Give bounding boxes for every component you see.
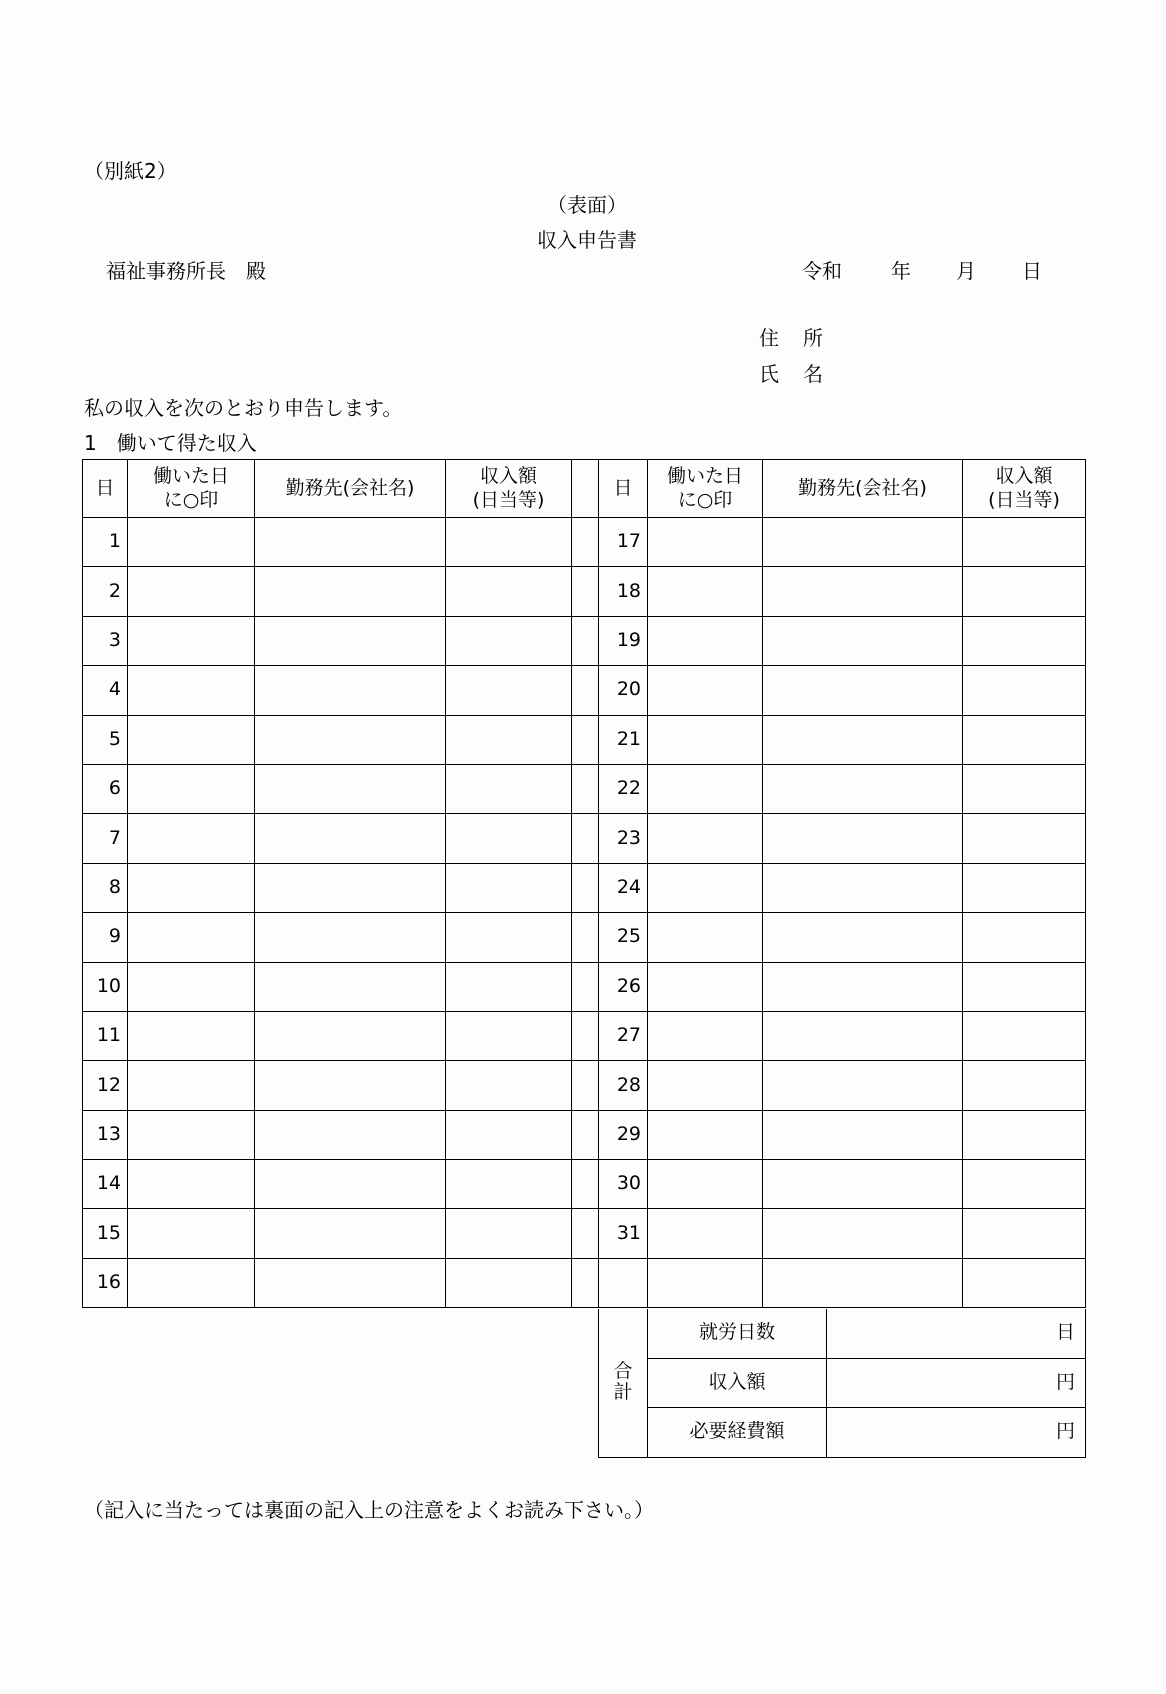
income-cell[interactable] <box>446 616 572 665</box>
section-1-heading: 1 働いて得た収入 <box>84 431 257 455</box>
table-row <box>83 1258 1086 1307</box>
day-number: 22 <box>599 764 648 813</box>
table-row <box>83 1209 1086 1258</box>
employer-cell[interactable] <box>255 764 446 813</box>
worked-mark-cell[interactable] <box>128 913 255 962</box>
income-cell[interactable] <box>446 1160 572 1209</box>
employer-cell[interactable] <box>255 863 446 912</box>
worked-mark-cell[interactable] <box>648 764 763 813</box>
income-cell[interactable] <box>446 1061 572 1110</box>
table-row <box>83 518 1086 567</box>
day-number: 3 <box>83 616 128 665</box>
worked-mark-cell[interactable] <box>648 913 763 962</box>
header-worked-line2: に○印 <box>677 488 733 511</box>
summary-row-label: 就労日数 <box>648 1309 827 1358</box>
employer-cell[interactable] <box>763 715 963 764</box>
day-number: 15 <box>83 1209 128 1258</box>
day-number: 17 <box>599 518 648 567</box>
day-number: 21 <box>599 715 648 764</box>
employer-cell[interactable] <box>255 666 446 715</box>
header-income-line1: 収入額 <box>995 464 1053 487</box>
income-cell[interactable] <box>963 913 1086 962</box>
spacer-cell <box>572 814 599 863</box>
header-day-right: 日 <box>599 460 648 518</box>
day-number: 30 <box>599 1160 648 1209</box>
income-cell[interactable] <box>446 715 572 764</box>
table-row <box>83 962 1086 1011</box>
spacer-cell <box>572 1258 599 1307</box>
day-number: 18 <box>599 567 648 616</box>
employer-cell[interactable] <box>763 1061 963 1110</box>
employer-cell[interactable] <box>763 1258 963 1307</box>
day-number: 9 <box>83 913 128 962</box>
table-row <box>83 567 1086 616</box>
summary-label-text: 合計 <box>613 1359 633 1403</box>
header-worked-line1: 働いた日 <box>152 464 229 487</box>
day-number: 26 <box>599 962 648 1011</box>
employer-cell[interactable] <box>255 913 446 962</box>
spacer-cell <box>572 913 599 962</box>
table-row <box>83 764 1086 813</box>
income-cell[interactable] <box>446 962 572 1011</box>
worked-mark-cell[interactable] <box>648 1061 763 1110</box>
employer-cell[interactable] <box>255 518 446 567</box>
day-number: 13 <box>83 1110 128 1159</box>
employer-cell[interactable] <box>255 1258 446 1307</box>
income-cell[interactable] <box>963 1110 1086 1159</box>
worked-mark-cell[interactable] <box>648 567 763 616</box>
expenses-total-field[interactable]: 円 <box>827 1408 1086 1458</box>
header-employer-right: 勤務先(会社名) <box>763 460 963 518</box>
summary-row-label: 必要経費額 <box>648 1408 827 1458</box>
employer-cell[interactable] <box>763 1011 963 1060</box>
day-number: 2 <box>83 567 128 616</box>
summary-row <box>599 1358 1086 1408</box>
income-cell[interactable] <box>963 616 1086 665</box>
worked-mark-cell[interactable] <box>648 814 763 863</box>
summary-row <box>599 1309 1086 1358</box>
header-income-right <box>963 460 1086 518</box>
worked-mark-cell[interactable] <box>128 1209 255 1258</box>
day-number: 4 <box>83 666 128 715</box>
worked-mark-cell[interactable] <box>128 1061 255 1110</box>
income-cell[interactable] <box>963 567 1086 616</box>
employer-cell[interactable] <box>255 616 446 665</box>
employer-cell[interactable] <box>255 814 446 863</box>
worked-mark-cell[interactable] <box>128 715 255 764</box>
income-cell[interactable] <box>963 1061 1086 1110</box>
table-row <box>83 616 1086 665</box>
employer-cell[interactable] <box>763 518 963 567</box>
worked-mark-cell[interactable] <box>128 1258 255 1307</box>
employer-cell[interactable] <box>255 1160 446 1209</box>
income-table <box>82 459 1086 1308</box>
worked-mark-cell[interactable] <box>648 616 763 665</box>
day-number: 31 <box>599 1209 648 1258</box>
day-number: 16 <box>83 1258 128 1307</box>
day-number: 25 <box>599 913 648 962</box>
spacer-cell <box>572 567 599 616</box>
name-label-a: 氏 <box>759 362 779 386</box>
worked-mark-cell[interactable] <box>128 518 255 567</box>
income-cell[interactable] <box>963 1258 1086 1307</box>
footer-note: （記入に当たっては裏面の記入上の注意をよくお読み下さい。） <box>84 1498 654 1522</box>
worked-mark-cell[interactable] <box>648 1160 763 1209</box>
day-number: 1 <box>83 518 128 567</box>
day-number: 6 <box>83 764 128 813</box>
employer-cell[interactable] <box>763 1209 963 1258</box>
attachment-label: （別紙2） <box>84 159 177 183</box>
date-year: 年 <box>891 259 911 283</box>
worked-mark-cell[interactable] <box>648 863 763 912</box>
spacer-cell <box>572 1061 599 1110</box>
worked-mark-cell[interactable] <box>648 1258 763 1307</box>
worked-mark-cell[interactable] <box>128 616 255 665</box>
table-row <box>83 1160 1086 1209</box>
income-cell[interactable] <box>446 1110 572 1159</box>
table-row <box>83 863 1086 912</box>
employer-cell[interactable] <box>255 1061 446 1110</box>
employer-cell[interactable] <box>255 962 446 1011</box>
spacer-cell <box>572 460 599 518</box>
spacer-cell <box>572 1011 599 1060</box>
day-number <box>599 1258 648 1307</box>
day-number: 19 <box>599 616 648 665</box>
income-cell[interactable] <box>446 1011 572 1060</box>
income-cell[interactable] <box>963 1209 1086 1258</box>
day-number: 5 <box>83 715 128 764</box>
summary-label <box>599 1309 648 1457</box>
worked-mark-cell[interactable] <box>128 863 255 912</box>
day-number: 27 <box>599 1011 648 1060</box>
day-number: 14 <box>83 1160 128 1209</box>
day-number: 28 <box>599 1061 648 1110</box>
header-income-line2: (日当等) <box>988 488 1060 511</box>
worked-mark-cell[interactable] <box>128 666 255 715</box>
income-cell[interactable] <box>446 863 572 912</box>
worked-mark-cell[interactable] <box>128 814 255 863</box>
header-employer: 勤務先(会社名) <box>255 460 446 518</box>
spacer-cell <box>572 715 599 764</box>
day-number: 8 <box>83 863 128 912</box>
spacer-cell <box>572 1160 599 1209</box>
spacer-cell <box>572 616 599 665</box>
day-number: 11 <box>83 1011 128 1060</box>
table-header-row <box>83 460 1086 518</box>
income-cell[interactable] <box>963 1160 1086 1209</box>
employer-cell[interactable] <box>763 863 963 912</box>
header-worked-line1: 働いた日 <box>666 464 743 487</box>
income-cell[interactable] <box>446 913 572 962</box>
day-number: 7 <box>83 814 128 863</box>
worked-mark-cell[interactable] <box>128 962 255 1011</box>
income-cell[interactable] <box>446 1258 572 1307</box>
header-day: 日 <box>83 460 128 518</box>
worked-mark-cell[interactable] <box>128 567 255 616</box>
day-number: 10 <box>83 962 128 1011</box>
date-era: 令和 <box>802 259 842 283</box>
side-label: （表面） <box>547 193 627 217</box>
table-row <box>83 666 1086 715</box>
summary-table <box>598 1309 1086 1458</box>
header-worked-right <box>648 460 763 518</box>
table-row <box>83 814 1086 863</box>
table-row <box>83 715 1086 764</box>
table-row <box>83 1061 1086 1110</box>
income-cell[interactable] <box>963 764 1086 813</box>
header-income-line1: 収入額 <box>479 464 537 487</box>
income-cell[interactable] <box>963 666 1086 715</box>
addressee: 福祉事務所長 殿 <box>106 259 266 283</box>
header-income <box>446 460 572 518</box>
income-cell[interactable] <box>963 814 1086 863</box>
date-month: 月 <box>956 259 976 283</box>
employer-cell[interactable] <box>763 1160 963 1209</box>
income-cell[interactable] <box>963 863 1086 912</box>
worked-mark-cell[interactable] <box>128 764 255 813</box>
table-row <box>83 1011 1086 1060</box>
table-row <box>83 1110 1086 1159</box>
intro-text: 私の収入を次のとおり申告します。 <box>84 396 403 420</box>
day-number: 12 <box>83 1061 128 1110</box>
address-label-a: 住 <box>759 326 779 350</box>
spacer-cell <box>572 764 599 813</box>
table-row <box>83 913 1086 962</box>
income-cell[interactable] <box>446 567 572 616</box>
spacer-cell <box>572 1209 599 1258</box>
day-number: 29 <box>599 1110 648 1159</box>
income-cell[interactable] <box>963 962 1086 1011</box>
employer-cell[interactable] <box>763 913 963 962</box>
income-cell[interactable] <box>963 1011 1086 1060</box>
page-title: 収入申告書 <box>537 228 637 252</box>
employer-cell[interactable] <box>255 567 446 616</box>
worked-mark-cell[interactable] <box>648 715 763 764</box>
spacer-cell <box>572 962 599 1011</box>
employer-cell[interactable] <box>255 1110 446 1159</box>
worked-mark-cell[interactable] <box>648 1209 763 1258</box>
employer-cell[interactable] <box>763 764 963 813</box>
worked-mark-cell[interactable] <box>648 1110 763 1159</box>
employer-cell[interactable] <box>763 616 963 665</box>
day-number: 24 <box>599 863 648 912</box>
employer-cell[interactable] <box>255 715 446 764</box>
date-day: 日 <box>1022 259 1042 283</box>
day-number: 20 <box>599 666 648 715</box>
header-worked-line2: に○印 <box>163 488 219 511</box>
spacer-cell <box>572 1110 599 1159</box>
worked-mark-cell[interactable] <box>648 1011 763 1060</box>
income-cell[interactable] <box>446 1209 572 1258</box>
spacer-cell <box>572 863 599 912</box>
income-cell[interactable] <box>963 715 1086 764</box>
worked-mark-cell[interactable] <box>128 1160 255 1209</box>
employer-cell[interactable] <box>763 962 963 1011</box>
income-cell[interactable] <box>446 518 572 567</box>
income-cell[interactable] <box>963 518 1086 567</box>
name-label-b: 名 <box>803 362 823 386</box>
header-worked <box>128 460 255 518</box>
day-number: 23 <box>599 814 648 863</box>
worked-mark-cell[interactable] <box>648 666 763 715</box>
summary-row-label: 収入額 <box>648 1358 827 1408</box>
worked-mark-cell[interactable] <box>648 518 763 567</box>
spacer-cell <box>572 666 599 715</box>
header-income-line2: (日当等) <box>472 488 545 511</box>
income-cell[interactable] <box>446 764 572 813</box>
employer-cell[interactable] <box>255 1011 446 1060</box>
employer-cell[interactable] <box>763 1110 963 1159</box>
worked-mark-cell[interactable] <box>128 1011 255 1060</box>
address-label-b: 所 <box>803 326 823 350</box>
income-total-field[interactable]: 円 <box>827 1358 1086 1408</box>
spacer-cell <box>572 518 599 567</box>
employer-cell[interactable] <box>763 814 963 863</box>
work-days-field[interactable]: 日 <box>827 1309 1086 1358</box>
income-cell[interactable] <box>446 814 572 863</box>
employer-cell[interactable] <box>763 666 963 715</box>
income-cell[interactable] <box>446 666 572 715</box>
worked-mark-cell[interactable] <box>648 962 763 1011</box>
summary-row <box>599 1408 1086 1458</box>
worked-mark-cell[interactable] <box>128 1110 255 1159</box>
employer-cell[interactable] <box>763 567 963 616</box>
employer-cell[interactable] <box>255 1209 446 1258</box>
